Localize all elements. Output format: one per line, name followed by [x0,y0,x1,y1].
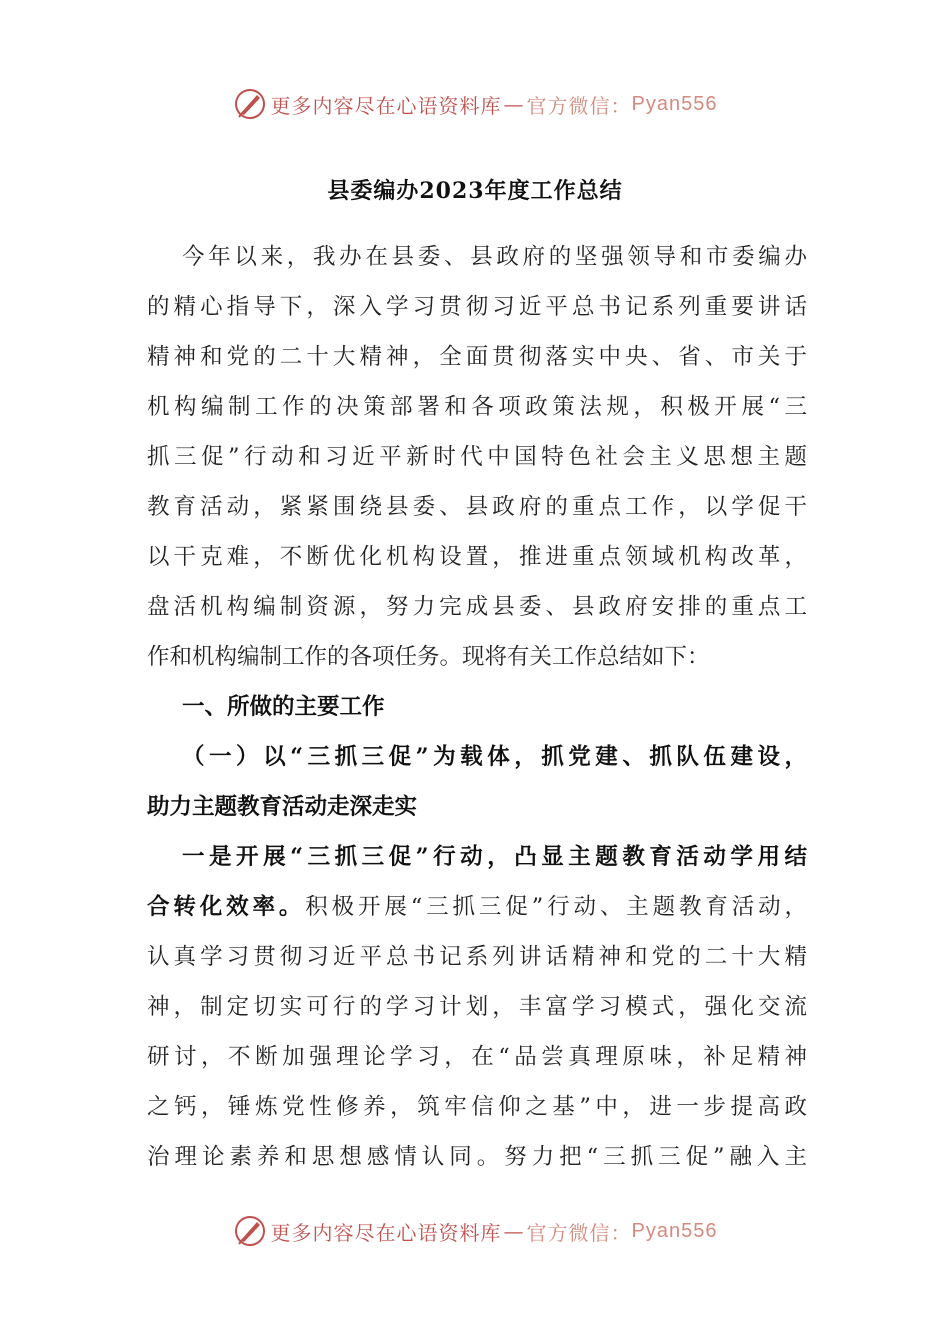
paragraph-line: 之钙，锤炼党性修养，筑牢信仰之基”中，进一步提高政 [147,1094,807,1120]
paragraph-line: 精神和党的二十大精神，全面贯彻落实中央、省、市关于 [147,344,807,370]
paragraph-line: 神，制定切实可行的学习计划，丰富学习模式，强化交流 [147,994,807,1020]
paragraph-line: 机构编制工作的决策部署和各项政策法规，积极开展“三 [147,394,807,420]
watermark-banner-top [0,84,950,124]
quill-logo-icon [233,87,267,121]
document-body [147,232,807,1182]
watermark-main-text: 更多内容尽在心语资料库 [270,93,502,118]
paragraph-line: 作和机构编制工作的各项任务。现将有关工作总结如下： [147,644,710,670]
section-heading: 一、所做的主要工作 [182,694,385,720]
paragraph-line: 治理论素养和思想感情认同。努力把“三抓三促”融入主 [147,1144,807,1170]
subsection-heading-cont: 助力主题教育活动走深走实 [147,794,418,820]
paragraph-line: 以干克难，不断优化机构设置，推进重点领域机构改革， [147,544,807,570]
watermark-official-label: 官方微信： [526,93,632,118]
subsection-heading: （一）以“三抓三促”为载体，抓党建、抓队伍建设， [182,744,807,770]
watermark-banner-bottom [0,1211,950,1251]
watermark-wechat-id: Pyan556 [631,1219,718,1242]
paragraph-line: 研讨，不断加强理论学习，在“品尝真理原味，补足精神 [147,1044,807,1070]
watermark-wechat-id: Pyan556 [631,92,718,115]
watermark-separator: — [503,1219,525,1243]
watermark-main-text: 更多内容尽在心语资料库 [270,1220,502,1245]
quill-logo-icon [233,1214,267,1248]
lead-sentence-end: 合转化效率。 [147,894,306,920]
paragraph-line: 教育活动，紧紧围绕县委、县政府的重点工作，以学促干 [147,494,807,520]
watermark-official-label: 官方微信： [526,1220,632,1245]
paragraph-line: 盘活机构编制资源，努力完成县委、县政府安排的重点工 [147,594,807,620]
paragraph-line: 抓三促”行动和习近平新时代中国特色社会主义思想主题 [147,444,807,470]
lead-sentence: 一是开展“三抓三促”行动，凸显主题教育活动学用结 [182,844,807,870]
watermark-separator: — [503,92,525,116]
paragraph-line: 的精心指导下，深入学习贯彻习近平总书记系列重要讲话 [147,294,807,320]
paragraph-line: 今年以来，我办在县委、县政府的坚强领导和市委编办 [182,244,807,270]
paragraph-line: 认真学习贯彻习近平总书记系列讲话精神和党的二十大精 [147,944,807,970]
document-title: 县委编办2023年度工作总结 [327,178,623,204]
paragraph-line [147,882,807,932]
paragraph-text: 积极开展“三抓三促”行动、主题教育活动， [305,894,807,920]
